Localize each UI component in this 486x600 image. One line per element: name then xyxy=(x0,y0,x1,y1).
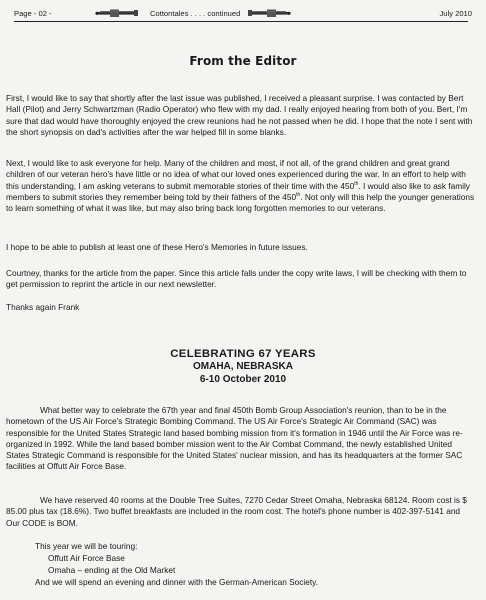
editor-paragraph-3: I hope to be able to publish at least one of these Hero's Memories in future issues. xyxy=(6,242,308,252)
bomber-plane-icon-right xyxy=(246,7,292,19)
p2-part-b: . I would also like to ask family members to submit stories they remember being told by their fathers of the 450 xyxy=(6,180,470,202)
issue-date: July 2010 xyxy=(439,8,472,18)
editor-paragraph-4: Courtney, thanks for the article from the paper. Since this article falls under the copy write laws, I will be checking with them to get permission to reprint the article in our next newsletter. xyxy=(6,268,467,290)
event-closing-line: And we will spend an evening and dinner with the German-American Society. xyxy=(35,577,319,587)
event-title: CELEBRATING 67 YEARS xyxy=(170,348,316,360)
p2-part-c: . Not only will this help the younger generations to learn something of what it was like, but may also bring back long forgotten memories to our veterans. xyxy=(6,191,475,214)
p2-superscript-2: th xyxy=(296,192,301,199)
p2-part-a: Next, I would like to ask everyone for help. Many of the children and most, if not all, of the grand children and great grand children of our veteran hero's have little or no idea of what our loved ones experienced during the war. In an effort to help with this understanding, I am asking veterans to submit memorable stories of their time with the 450 xyxy=(6,158,466,191)
editor-signoff: Thanks again Frank xyxy=(6,302,80,312)
continued-label: Cottontales . . . . continued xyxy=(150,8,241,18)
page-header xyxy=(14,6,472,20)
event-location: OMAHA, NEBRASKA xyxy=(193,361,293,372)
touring-intro: This year we will be touring: xyxy=(35,541,138,551)
bomber-plane-icon xyxy=(94,7,140,19)
header-rule xyxy=(14,21,468,22)
p2-superscript-1: th xyxy=(354,180,359,187)
tour-item-omaha: Omaha – ending at the Old Market xyxy=(48,565,176,575)
event-paragraph-1: What better way to celebrate the 67th year and final 450th Bomb Group Association's reunion, than to be in the hometown of the US Air Force's Strategic Bombing Command. The US Air Force's Strategic Air Command (SAC) was responsible for the United States Strategic land based bombing mission from it's formation in 1946 until the Air Force was re-organized in 1992. While the land based bomber mission went to the Air Combat Command, the newly established United States Strategic Command is responsible for the United States' nuclear mission, and has its headquarters at the former SAC facilities at Offutt Air Force Base. xyxy=(6,405,463,472)
editor-section-title: From the Editor xyxy=(189,54,297,68)
tour-item-offutt: Offutt Air Force Base xyxy=(48,553,125,563)
event-heading xyxy=(0,347,486,387)
page-number: Page - 02 - xyxy=(14,8,52,18)
event-dates: 6-10 October 2010 xyxy=(199,373,287,385)
event-paragraph-2: We have reserved 40 rooms at the Double Tree Suites, 7270 Cedar Street Omaha, Nebraska 68124. Room cost is $ 85.00 plus tax (18.6%). Two buffet breakfasts are included in the room cost. The hotel's phone number is 402-397-5141 and Our CODE is BOM. xyxy=(6,495,467,528)
editor-paragraph-1: First, I would like to say that shortly after the last issue was published, I received a pleasant surprise. I was contacted by Bert Hall (Pilot) and Jerry Schwartzman (Radio Operator) who flew with my dad. I really enjoyed hearing from both of you. Bert, I'm sure that dad would have thoroughly enjoyed the crew reunions had he not passed when he did. I hope that the note I sent with the short synopsis on dad's activities after the war helped fill in some blanks. xyxy=(6,93,473,137)
editor-paragraph-2 xyxy=(6,158,476,214)
